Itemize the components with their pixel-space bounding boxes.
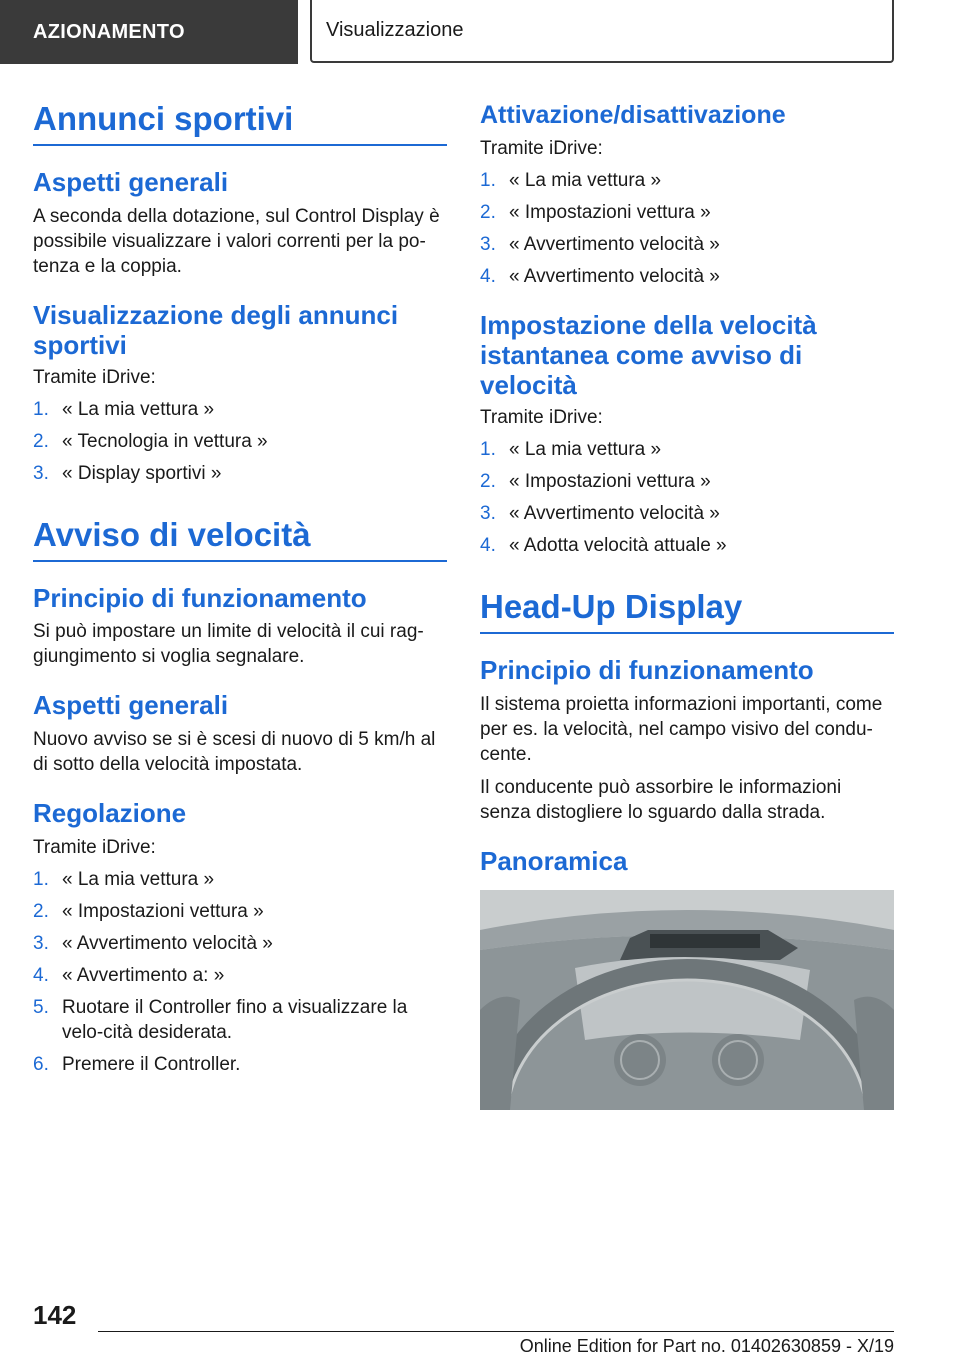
- heading-visualizzazione-annunci: Visualizzazione degli annunci sportivi: [33, 299, 399, 360]
- list-item: 4. « Avvertimento velocità »: [480, 266, 720, 287]
- list-item: 1. « La mia vettura »: [33, 869, 215, 891]
- section-tab: [0, 0, 298, 64]
- list-item: 3. « Avvertimento velocità »: [33, 933, 273, 955]
- right-column: [480, 100, 894, 1110]
- dashboard-drawing: [480, 890, 894, 1110]
- paragraph-via-idrive: Tramite iDrive:: [33, 366, 156, 388]
- paragraph-activation-via: Tramite iDrive:: [480, 138, 603, 159]
- paragraph-principio: Si può impostare un limite di velocità il cui rag-giungimento si voglia segnalare.: [33, 621, 424, 668]
- hud-dashboard-illustration: [480, 890, 894, 1110]
- heading-velocita-istantanea: Impostazione della velocità istantanea come avviso di velocità: [480, 310, 817, 400]
- chapter-tab: [310, 0, 894, 63]
- list-item: 3. « Display sportivi »: [33, 462, 222, 484]
- list-item: 2. « Impostazioni vettura »: [480, 470, 711, 492]
- heading-panoramica: Panoramica: [480, 845, 628, 876]
- paragraph-general: A seconda della dotazione, sul Control Display è possibile visualizzare i valori correnti per la po-tenza e la coppia.: [33, 205, 440, 277]
- section-label: AZIONAMENTO: [33, 20, 185, 43]
- list-item: 5. Ruotare il Controller fino a visualizzare la velo-cità desiderata.: [33, 997, 408, 1044]
- paragraph-current-via: Tramite iDrive:: [480, 406, 603, 428]
- list-reg-steps: [33, 867, 447, 1077]
- list-item: 1. « La mia vettura »: [33, 398, 215, 420]
- paragraph-hud-2: Il conducente può assorbire le informazioni senza distogliere lo sguardo dalla strada.: [480, 776, 842, 823]
- list-item: 2. « Impostazioni vettura »: [33, 901, 264, 923]
- heading-aspetti-generali-2: Aspetti generali: [33, 690, 229, 721]
- list-activation-steps: [480, 168, 894, 289]
- heading-annunci-sportivi: Annunci sportivi: [33, 100, 447, 146]
- list-item: 2. « Tecnologia in vettura »: [33, 430, 268, 452]
- heading-attivazione: Attivazione/disattivazione: [480, 101, 786, 129]
- list-item: 4. « Avvertimento a: »: [33, 965, 225, 987]
- paragraph-general-2: Nuovo avviso se si è scesi di nuovo di 5 km/h al di sotto della velocità impostata.: [33, 729, 436, 776]
- heading-avviso-velocita: Avviso di velocità: [33, 516, 447, 562]
- heading-principio-funzionamento: Principio di funzionamento: [33, 582, 367, 613]
- list-display-steps: [33, 397, 447, 486]
- heading-regolazione: Regolazione: [33, 798, 187, 829]
- heading-principio-hud: Principio di funzionamento: [480, 654, 814, 685]
- list-item: 1. « La mia vettura »: [480, 438, 662, 460]
- list-item: 2. « Impostazioni vettura »: [480, 202, 711, 223]
- list-item: 1. « La mia vettura »: [480, 170, 662, 191]
- paragraph-reg-via: Tramite iDrive:: [33, 837, 156, 859]
- footer-rule: [98, 1331, 894, 1332]
- page-number: 142: [33, 1300, 77, 1330]
- heading-aspetti-generali: Aspetti generali: [33, 166, 229, 197]
- list-item: 6. Premere il Controller.: [33, 1054, 241, 1076]
- list-current-steps: [480, 437, 894, 558]
- chapter-label: Visualizzazione: [326, 19, 464, 41]
- list-item: 3. « Avvertimento velocità »: [480, 234, 720, 255]
- left-column: [33, 100, 447, 1077]
- list-item: 3. « Avvertimento velocità »: [480, 502, 720, 524]
- list-item: 4. « Adotta velocità attuale »: [480, 534, 727, 556]
- heading-head-up-display: Head-Up Display: [480, 588, 894, 634]
- paragraph-hud-1: Il sistema proietta informazioni importanti, come per es. la velocità, nel campo visivo del condu-cente.: [480, 693, 883, 765]
- footer-edition: Online Edition for Part no. 01402630859 - X/19: [519, 1336, 894, 1356]
